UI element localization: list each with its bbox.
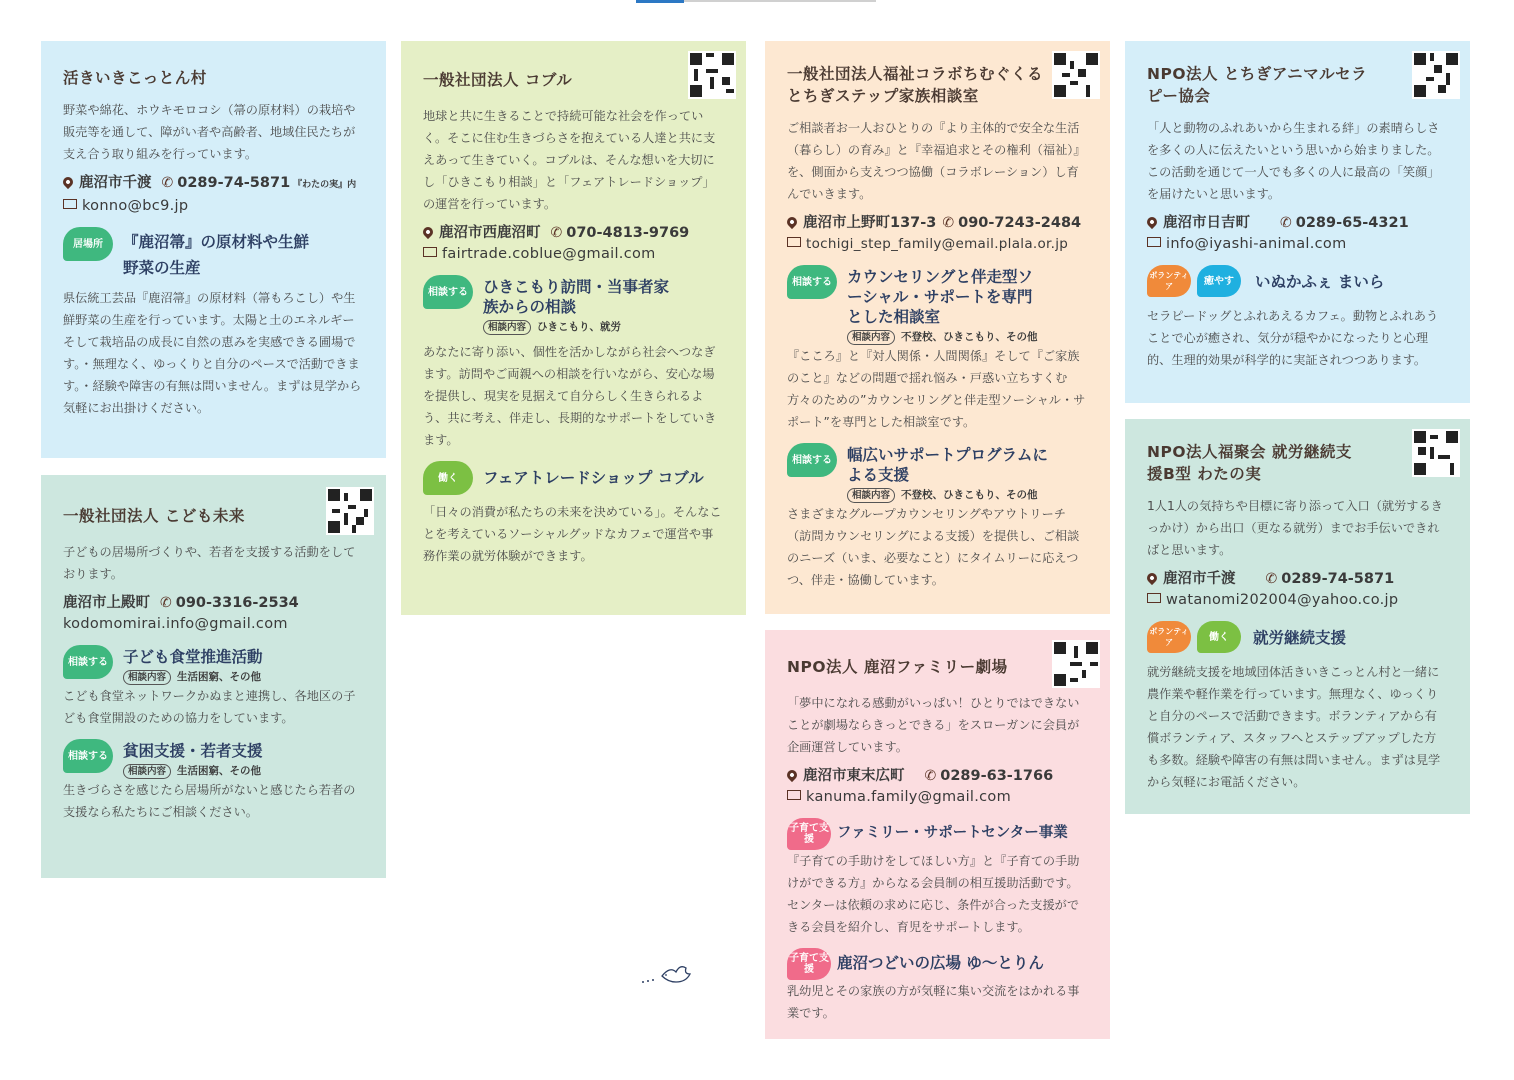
page-top-rule — [636, 0, 876, 2]
service-description: 就労継続支援を地域団体活きいきこっとん村と一緒に農作業や軽作業を行っています。無理なく、ゆっくりと自分のペースで活動できます。ボランティアから有償ボランティア、スタッフへとステップアップした方も多数。経験や障害の有無は問いません。まずは見学から気軽にお電話ください。 — [1147, 665, 1441, 789]
contact-block — [1147, 213, 1448, 255]
card-title: 活きいきこっとん村 — [63, 69, 207, 87]
service-title: ひきこもり訪問・当事者家族からの相談 — [483, 278, 670, 316]
card-title: NPO法人福聚会 就労継続支援B型 わたの実 — [1147, 443, 1352, 483]
consult-topics: 不登校、ひきこもり、その他 — [901, 489, 1038, 501]
category-badge: 相談する — [63, 739, 113, 773]
service-description: 「日々の消費が私たちの未来を決めている」。そんなことを考えているソーシャルグッドなカフェで運営や事務作業の就労体験ができます。 — [423, 505, 722, 563]
phone-number[interactable]: 0289-65-4321 — [1295, 215, 1409, 231]
qr-code — [326, 487, 374, 535]
service-title: いぬかふぇ まいら — [1255, 273, 1385, 291]
consult-topics: 生活困窮、その他 — [177, 671, 262, 683]
consult-tag: 相談内容 — [123, 670, 171, 685]
card-animal — [1125, 41, 1470, 403]
phone-number[interactable]: 0289-63-1766 — [940, 768, 1054, 784]
service-description: こども食堂ネットワークかぬまと連携し、各地区の子ども食堂開設のための協力をしています。 — [63, 689, 356, 725]
phone-number[interactable]: 0289-74-5871 — [1281, 571, 1395, 587]
card-description: 1人1人の気持ちや目標に寄り添って入口（就労するきっかけ）から出口（更なる就労）までお手伝いできればと思います。 — [1147, 499, 1443, 557]
service-description: セラピードッグとふれあえるカフェ。動物とふれあうことで心が癒され、気分が穏やかになったりと心理的、生理的効果が科学的に実証されつつあります。 — [1147, 309, 1439, 367]
phone-number[interactable]: 090-7243-2484 — [958, 215, 1082, 231]
card-step — [765, 41, 1110, 614]
address: 鹿沼市上殿町 — [63, 595, 150, 611]
map-pin-icon — [1145, 571, 1159, 585]
category-badge: 働く — [423, 461, 473, 495]
address: 鹿沼市千渡 — [1163, 571, 1236, 587]
card-title: 一般社団法人福祉コラボちむぐくる とちぎステップ家族相談室 — [787, 65, 1044, 105]
category-badge: 相談する — [423, 275, 473, 309]
contact-block — [63, 593, 364, 635]
mail-icon — [787, 237, 801, 247]
contact-block — [787, 213, 1088, 255]
bird-illustration-icon — [640, 962, 700, 992]
mail-icon — [423, 247, 437, 257]
map-pin-icon — [1145, 215, 1159, 229]
service-item — [787, 948, 1088, 980]
mail-icon — [787, 790, 801, 800]
consult-tag: 相談内容 — [123, 764, 171, 779]
service-title: 子ども食堂推進活動 — [123, 648, 263, 666]
email-link[interactable]: watanomi202004@yahoo.co.jp — [1166, 592, 1399, 608]
phone-note: 『わたの実』内 — [293, 180, 357, 190]
card-fukuju — [1125, 419, 1470, 814]
service-item — [787, 818, 1088, 850]
map-pin-icon — [61, 175, 75, 189]
service-title: 貧困支援・若者支援 — [123, 742, 263, 760]
service-description: 生きづらさを感じたら居場所がないと感じたら若者の支援なら私たちにご相談ください。 — [63, 783, 356, 819]
card-kodomo — [41, 475, 386, 878]
address: 鹿沼市東末広町 — [803, 768, 905, 784]
service-item — [787, 443, 1088, 503]
card-description: 地球と共に生きることで持続可能な社会を作っていく。そこに住む生きづらさを抱えている人達と共に支えあって生きていく。コブルは、そんな想いを大切にし「ひきこもり相談」と「フェアトレードショップ」の運営を行っています。 — [423, 109, 716, 211]
service-title: 『鹿沼箒』の原材料や生鮮野菜の生産 — [123, 233, 310, 277]
phone-icon: ✆ — [924, 768, 937, 784]
service-description: あなたに寄り添い、個性を活かしながら社会へつなぎます。訪問やご両親への相談を行いながら、安心な場を提供し、現実を見据えて自分らしく生きられるよう、共に考え、伴走し、長期的なサポートをしていきます。 — [423, 345, 717, 447]
qr-code — [1052, 640, 1100, 688]
email-link[interactable]: info@iyashi-animal.com — [1166, 236, 1347, 252]
address: 鹿沼市上野町137-3 — [803, 215, 937, 231]
address: 鹿沼市日吉町 — [1163, 215, 1250, 231]
card-description: 「人と動物のふれあいから生まれる絆」の素晴らしさを多くの人に伝えたいという思いから始まりました。この活動を通じて一人でも多くの人に最高の「笑顔」を届けたいと思います。 — [1147, 121, 1440, 201]
service-title: 幅広いサポートプログラムによる支援 — [847, 446, 1048, 484]
category-badge: 子育て支援 — [787, 818, 831, 850]
card-kotton — [41, 41, 386, 458]
service-title: 就労継続支援 — [1253, 629, 1347, 647]
card-title: NPO法人 鹿沼ファミリー劇場 — [787, 658, 1008, 676]
phone-icon: ✆ — [1280, 215, 1292, 231]
category-badge: 居場所 — [63, 227, 113, 261]
consult-topics: 不登校、ひきこもり、その他 — [901, 331, 1038, 343]
card-title: 一般社団法人 こども未来 — [63, 507, 245, 525]
mail-icon — [1147, 593, 1161, 603]
service-item — [423, 461, 724, 495]
qr-code — [1412, 429, 1460, 477]
card-koburu — [401, 41, 746, 615]
card-description: 「夢中になれる感動がいっぱい！ひとりではできないことが劇場ならきっとできる」をスローガンに会員が企画運営しています。 — [787, 696, 1080, 754]
consult-topics: 生活困窮、その他 — [177, 765, 262, 777]
contact-block — [787, 766, 1088, 808]
service-description: 『子育ての手助けをしてほしい方』と『子育ての手助けができる方』からなる会員制の相互援助活動です。センターは依頼の求めに応じ、条件が合った支援ができる会員を紹介し、育児をサポートします。 — [787, 854, 1080, 934]
email-link[interactable]: kodomomirai.info@gmail.com — [63, 616, 288, 632]
card-description: 野菜や綿花、ホウキモロコシ（箒の原材料）の栽培や販売等を通して、障がい者や高齢者、地域住民たちが支え合う取り組みを行っています。 — [63, 103, 356, 161]
contact-block — [423, 223, 724, 265]
service-description: さまざまなグループカウンセリングやアウトリーチ（訪問カウンセリングによる支援）を提供し、ご相談のニーズ（いま、必要なこと）にタイムリーに応えつつ、伴走・協働しています。 — [787, 507, 1080, 587]
consult-tag: 相談内容 — [483, 320, 531, 335]
service-title: ファミリー・サポートセンター事業 — [837, 825, 1068, 841]
phone-icon: ✆ — [1265, 571, 1278, 587]
category-badge: 相談する — [63, 645, 113, 679]
consult-tag: 相談内容 — [847, 488, 895, 503]
phone-icon: ✆ — [161, 175, 174, 191]
card-title: NPO法人 とちぎアニマルセラピー協会 — [1147, 65, 1368, 105]
service-description: 県伝統工芸品『鹿沼箒』の原材料（箒もろこし）や生鮮野菜の生産を行っています。太陽と土のエネルギーそして栽培品の成長に自然の恵みを実感できる圃場です。・無理なく、ゆっくりと自分のペースで活動できます。・経験や障害の有無は問いません。まずは見学から気軽にお出掛けください。 — [63, 291, 362, 415]
email-link[interactable]: fairtrade.coblue@gmail.com — [442, 246, 656, 262]
email-link[interactable]: kanuma.family@gmail.com — [806, 789, 1012, 805]
mail-icon — [63, 199, 77, 209]
mail-icon — [1147, 237, 1161, 247]
phone-icon: ✆ — [942, 215, 955, 231]
phone-number[interactable]: 070-4813-9769 — [566, 225, 690, 241]
category-badge: 相談する — [787, 265, 837, 299]
service-title: フェアトレードショップ コブル — [483, 469, 704, 487]
qr-code — [688, 51, 736, 99]
card-description: ご相談者お一人おひとりの『より主体的で安全な生活（暮らし）の育み』と『幸福追求とその権利（福祉）』を、側面から支えつつ協働（コラボレーション）し育んでいきます。 — [787, 121, 1086, 201]
service-description: 乳幼児とその家族の方が気軽に集い交流をはかれる事業です。 — [787, 984, 1080, 1020]
card-description: 子どもの居場所づくりや、若者を支援する活動をしております。 — [63, 545, 356, 581]
service-title: カウンセリングと伴走型ソーシャル・サポートを専門とした相談室 — [847, 268, 1034, 326]
phone-number[interactable]: 0289-74-5871 — [177, 175, 291, 191]
work-badge: 働く — [1197, 621, 1241, 653]
service-item — [63, 227, 364, 281]
heal-badge: 癒やす — [1197, 265, 1241, 297]
service-item — [63, 645, 364, 685]
qr-code — [1412, 51, 1460, 99]
qr-code — [1052, 51, 1100, 99]
contact-block — [63, 173, 364, 217]
card-title: 一般社団法人 コブル — [423, 71, 573, 89]
contact-block — [1147, 569, 1448, 611]
service-item — [1147, 265, 1448, 297]
service-item — [787, 265, 1088, 345]
map-pin-icon — [421, 225, 435, 239]
service-item — [1147, 621, 1448, 653]
service-description: 『こころ』と『対人関係・人間関係』そして『ご家族のこと』などの問題で揺れ悩み・戸惑い立ちすくむ方々のための”カウンセリングと伴走型ソーシャル・サポート”を専門とした相談室です。 — [787, 349, 1086, 429]
consult-tag: 相談内容 — [847, 330, 895, 345]
consult-topics: ひきこもり、就労 — [537, 321, 622, 333]
service-item — [63, 739, 364, 779]
volunteer-badge: ボランティア — [1147, 621, 1191, 653]
map-pin-icon — [785, 215, 799, 229]
service-item — [423, 275, 724, 335]
category-badge: 子育て支援 — [787, 948, 831, 980]
phone-icon: ✆ — [550, 225, 563, 241]
phone-icon: ✆ — [160, 595, 172, 611]
map-pin-icon — [785, 768, 799, 782]
address: 鹿沼市西鹿沼町 — [439, 225, 541, 241]
service-title: 鹿沼つどいの広場 ゆ〜とりん — [837, 954, 1044, 972]
card-family — [765, 630, 1110, 1039]
phone-number[interactable]: 090-3316-2534 — [175, 595, 299, 611]
address: 鹿沼市千渡 — [79, 175, 152, 191]
category-badge: 相談する — [787, 443, 837, 477]
email-link[interactable]: konno@bc9.jp — [82, 198, 189, 214]
volunteer-badge: ボランティア — [1147, 265, 1191, 297]
email-link[interactable]: tochigi_step_family@email.plala.or.jp — [806, 236, 1069, 252]
